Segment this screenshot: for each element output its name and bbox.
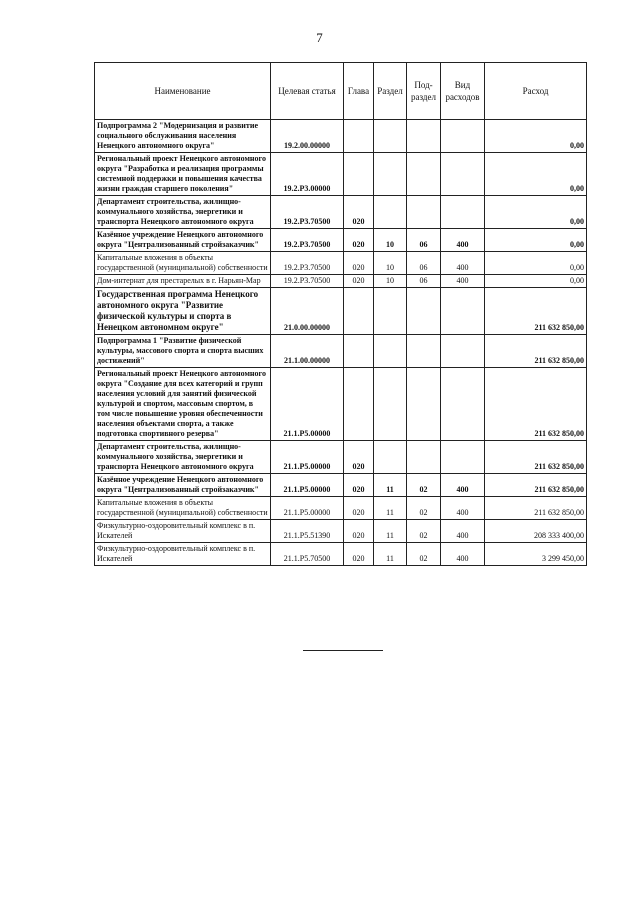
row-chapter [344,335,374,368]
row-target: 19.2.Р3.70500 [271,252,344,275]
row-subsection: 02 [407,520,441,543]
row-amount: 0,00 [485,229,587,252]
row-target: 21.1.Р5.00000 [271,441,344,474]
header-chapter: Глава [344,63,374,120]
table-row [95,288,587,335]
row-section [374,368,407,441]
row-target: 19.2.Р3.70500 [271,196,344,229]
row-expense-type [441,441,485,474]
row-section: 10 [374,275,407,288]
row-subsection [407,335,441,368]
row-amount: 211 632 850,00 [485,335,587,368]
row-chapter: 020 [344,229,374,252]
row-amount: 0,00 [485,252,587,275]
row-target: 19.2.00.00000 [271,120,344,153]
row-chapter: 020 [344,543,374,566]
row-section [374,441,407,474]
row-chapter: 020 [344,196,374,229]
table-row [95,497,587,520]
row-name: Подпрограмма 2 "Модернизация и развитие социального обслуживания населения Ненецкого автономного округа" [95,120,271,153]
budget-table [94,62,587,566]
table-row [95,441,587,474]
table-row [95,153,587,196]
row-subsection: 02 [407,474,441,497]
table-row [95,368,587,441]
row-name: Физкультурно-оздоровительный комплекс в п. Искателей [95,543,271,566]
row-expense-type: 400 [441,520,485,543]
row-expense-type [441,120,485,153]
table-header-row [95,63,587,120]
row-name: Казённое учреждение Ненецкого автономного округа "Централизованный стройзаказчик" [95,474,271,497]
row-name: Дом-интернат для престарелых в г. Нарьян-Мар [95,275,271,288]
row-expense-type [441,196,485,229]
row-expense-type: 400 [441,229,485,252]
row-expense-type: 400 [441,474,485,497]
row-subsection: 02 [407,543,441,566]
table-row [95,275,587,288]
table-row [95,196,587,229]
row-name: Казённое учреждение Ненецкого автономного округа "Централизованный стройзаказчик" [95,229,271,252]
row-amount: 211 632 850,00 [485,441,587,474]
row-subsection: 02 [407,497,441,520]
row-name: Региональный проект Ненецкого автономного округа "Разработка и реализация программы системной поддержки и повышения качества жизни граждан старшего поколения" [95,153,271,196]
row-section: 11 [374,520,407,543]
row-chapter [344,288,374,335]
row-name: Капитальные вложения в объекты государственной (муниципальной) собственности [95,497,271,520]
row-target: 21.1.Р5.00000 [271,368,344,441]
row-section: 11 [374,543,407,566]
row-target: 19.2.Р3.00000 [271,153,344,196]
row-subsection: 06 [407,229,441,252]
row-name: Физкультурно-оздоровительный комплекс в п. Искателей [95,520,271,543]
header-section: Раздел [374,63,407,120]
row-amount: 211 632 850,00 [485,474,587,497]
row-name: Подпрограмма 1 "Развитие физической культуры, массового спорта и спорта высших достижений" [95,335,271,368]
row-chapter [344,368,374,441]
table-row [95,229,587,252]
row-section: 10 [374,229,407,252]
row-subsection [407,368,441,441]
row-section [374,153,407,196]
row-chapter: 020 [344,497,374,520]
row-target: 21.1.Р5.00000 [271,474,344,497]
row-name: Департамент строительства, жилищно-коммунального хозяйства, энергетики и транспорта Ненецкого автономного округа [95,196,271,229]
table-row [95,120,587,153]
row-target: 21.1.Р5.70500 [271,543,344,566]
row-amount: 208 333 400,00 [485,520,587,543]
row-expense-type [441,335,485,368]
row-expense-type [441,288,485,335]
row-chapter [344,153,374,196]
row-target: 21.1.00.00000 [271,335,344,368]
row-target: 19.2.Р3.70500 [271,229,344,252]
row-expense-type [441,153,485,196]
row-subsection [407,288,441,335]
row-subsection: 06 [407,275,441,288]
row-name: Государственная программа Ненецкого автономного округа "Развитие физической культуры и спорта в Ненецком автономном округе" [95,288,271,335]
row-target: 21.1.Р5.00000 [271,497,344,520]
row-section [374,288,407,335]
row-expense-type: 400 [441,252,485,275]
header-subsection: Под-раздел [407,63,441,120]
table-row [95,335,587,368]
row-amount: 211 632 850,00 [485,288,587,335]
row-target: 19.2.Р3.70500 [271,275,344,288]
signature-line [303,650,383,651]
row-target: 21.1.Р5.51390 [271,520,344,543]
row-section: 11 [374,474,407,497]
row-amount: 211 632 850,00 [485,497,587,520]
page-number: 7 [316,30,323,45]
row-section [374,335,407,368]
row-amount: 0,00 [485,275,587,288]
table-row [95,252,587,275]
row-amount: 211 632 850,00 [485,368,587,441]
row-amount: 0,00 [485,153,587,196]
row-amount: 0,00 [485,196,587,229]
header-expense-type: Вид расходов [441,63,485,120]
row-target: 21.0.00.00000 [271,288,344,335]
header-amount: Расход [485,63,587,120]
row-chapter: 020 [344,474,374,497]
row-name: Департамент строительства, жилищно-коммунального хозяйства, энергетики и транспорта Ненецкого автономного округа [95,441,271,474]
row-amount: 0,00 [485,120,587,153]
row-chapter: 020 [344,275,374,288]
row-chapter: 020 [344,441,374,474]
row-name: Региональный проект Ненецкого автономного округа "Создание для всех категорий и групп населения условий для занятий физической культурой и спортом, массовым спортом, в том числе повышение уровня обеспеченности населения объектами спорта, а также подготовка спортивного резерва" [95,368,271,441]
row-chapter: 020 [344,252,374,275]
row-subsection [407,120,441,153]
row-chapter [344,120,374,153]
table-row [95,474,587,497]
row-subsection [407,153,441,196]
row-expense-type: 400 [441,543,485,566]
table-row [95,520,587,543]
row-subsection: 06 [407,252,441,275]
header-name: Наименование [95,63,271,120]
row-section: 10 [374,252,407,275]
row-subsection [407,441,441,474]
row-section: 11 [374,497,407,520]
row-section [374,196,407,229]
row-chapter: 020 [344,520,374,543]
row-section [374,120,407,153]
row-expense-type: 400 [441,275,485,288]
row-expense-type [441,368,485,441]
row-name: Капитальные вложения в объекты государственной (муниципальной) собственности [95,252,271,275]
row-amount: 3 299 450,00 [485,543,587,566]
row-subsection [407,196,441,229]
header-target: Целевая статья [271,63,344,120]
table-row [95,543,587,566]
row-expense-type: 400 [441,497,485,520]
